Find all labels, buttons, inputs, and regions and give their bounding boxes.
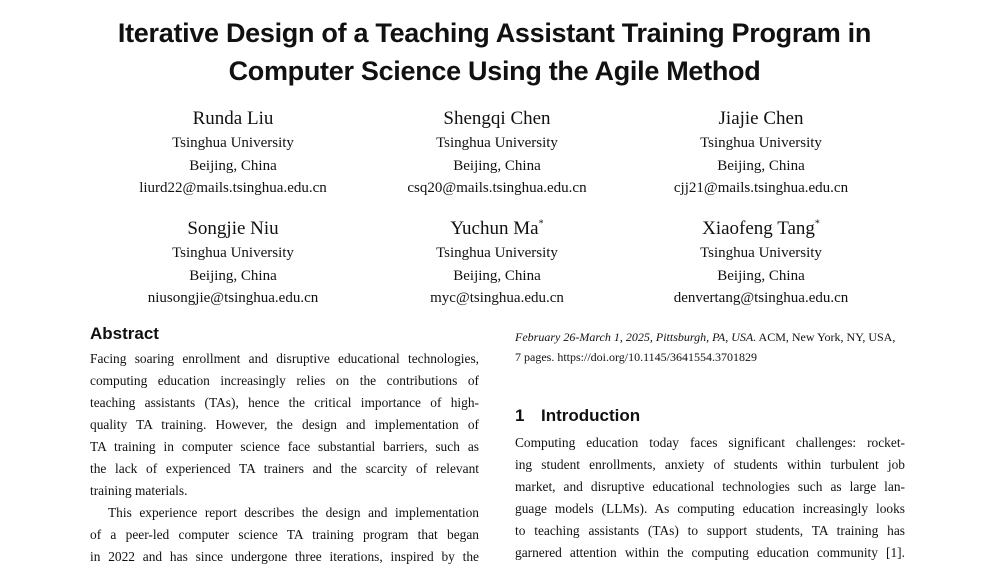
abstract-paragraph-1 xyxy=(90,348,479,502)
paper-title xyxy=(0,14,989,90)
author-block xyxy=(93,106,373,200)
author-affiliation: Tsinghua University xyxy=(172,135,294,151)
text-line: Facing soaring enrollment and disruptive educational technologies, xyxy=(90,351,479,366)
text-line: computing education increasingly relies on the contributions of xyxy=(90,373,479,388)
abstract-section xyxy=(90,324,479,568)
author-location: Beijing, China xyxy=(453,157,541,174)
author-location: Beijing, China xyxy=(717,267,805,284)
text-line: ing student enrollments, anxiety of students within turbulent job xyxy=(515,457,905,472)
reference-line-2: 7 pages. https://doi.org/10.1145/3641554.3701829 xyxy=(515,350,757,364)
author-affiliation: Tsinghua University xyxy=(700,135,822,151)
introduction-section xyxy=(515,406,905,564)
acm-reference xyxy=(515,327,905,367)
text-line: Computing education today faces significant challenges: rocket- xyxy=(515,435,905,450)
author-email: cjj21@mails.tsinghua.edu.cn xyxy=(673,180,849,196)
text-line: quality TA training. However, the design and implementation of xyxy=(90,417,479,432)
introduction-heading: 1 Introduction xyxy=(515,406,641,425)
text-line: This experience report describes the design and implementation xyxy=(108,505,479,520)
author-name: Shengqi Chen xyxy=(443,108,551,129)
author-email: csq20@mails.tsinghua.edu.cn xyxy=(407,180,587,196)
author-name: Yuchun Ma* xyxy=(450,218,544,239)
text-line: garnered attention within the computing education community [1]. xyxy=(515,545,905,560)
author-block xyxy=(357,216,637,310)
author-name: Songjie Niu xyxy=(187,218,279,239)
author-block xyxy=(93,216,373,310)
author-name: Jiajie Chen xyxy=(718,108,804,129)
author-affiliation: Tsinghua University xyxy=(172,245,294,261)
author-block xyxy=(357,106,637,200)
author-location: Beijing, China xyxy=(189,267,277,284)
text-line: in 2022 and has since undergone three iterations, inspired by the xyxy=(90,549,479,564)
abstract-paragraph-2 xyxy=(90,502,479,568)
text-line: training materials. xyxy=(90,483,188,498)
author-affiliation: Tsinghua University xyxy=(436,135,558,151)
text-line: teaching assistants (TAs), hence the critical importance of high- xyxy=(90,395,479,410)
author-name: Runda Liu xyxy=(192,108,274,129)
author-email: niusongjie@tsinghua.edu.cn xyxy=(147,290,319,306)
author-block xyxy=(621,106,901,200)
author-name: Xiaofeng Tang* xyxy=(702,218,820,239)
author-affiliation: Tsinghua University xyxy=(436,245,558,261)
reference-line-1: February 26-March 1, 2025, Pittsburgh, PA, USA. ACM, New York, NY, USA, xyxy=(515,330,896,344)
text-line: the lack of experienced TA trainers and the scarcity of relevant xyxy=(90,461,479,476)
text-line: market, and disruptive educational technologies such as large lan- xyxy=(515,479,905,494)
author-email: denvertang@tsinghua.edu.cn xyxy=(673,290,849,306)
author-affiliation: Tsinghua University xyxy=(700,245,822,261)
author-email: myc@tsinghua.edu.cn xyxy=(430,290,564,306)
abstract-heading: Abstract xyxy=(90,324,159,343)
author-email: liurd22@mails.tsinghua.edu.cn xyxy=(139,180,327,196)
text-line: to teaching assistants (TAs) to support students, TA training has xyxy=(515,523,905,538)
title-line-1: Iterative Design of a Teaching Assistant Training Program in xyxy=(117,18,872,48)
text-line: TA training in computer science face substantial barriers, such as xyxy=(90,439,479,454)
author-location: Beijing, China xyxy=(189,157,277,174)
title-line-2: Computer Science Using the Agile Method xyxy=(228,56,761,86)
author-block xyxy=(621,216,901,310)
author-location: Beijing, China xyxy=(717,157,805,174)
author-location: Beijing, China xyxy=(453,267,541,284)
text-line: of a peer-led computer science TA training program that began xyxy=(90,527,479,542)
introduction-paragraph xyxy=(515,432,905,564)
text-line: guage models (LLMs). As computing education increasingly looks xyxy=(515,501,905,516)
